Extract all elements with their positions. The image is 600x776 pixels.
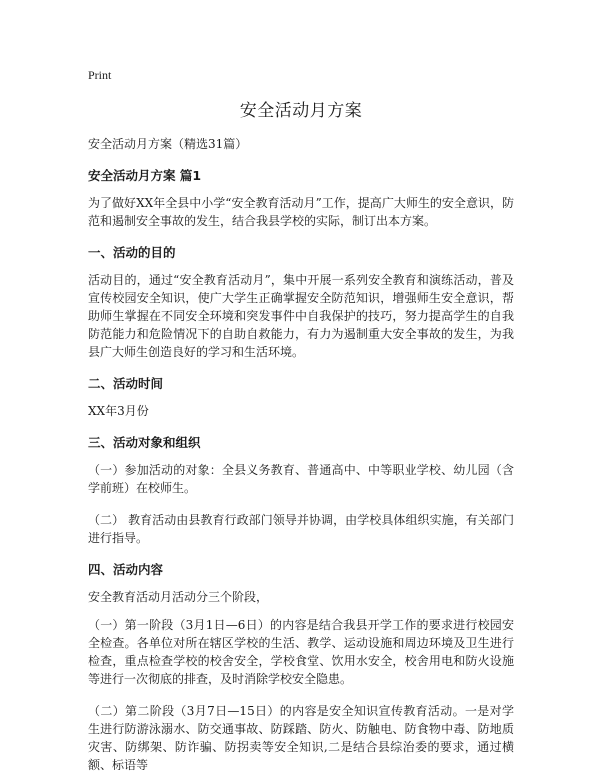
participants-paragraph: （一）参加活动的对象：全县义务教育、普通高中、中等职业学校、幼儿园（含学前班）在校师生。 bbox=[88, 463, 514, 495]
organization-paragraph: （二） 教育活动由县教育行政部门领导并协调，由学校具体组织实施，有关部门进行指导。 bbox=[88, 513, 514, 545]
heading-content: 四、活动内容 bbox=[88, 562, 164, 577]
heading-participants: 三、活动对象和组织 bbox=[88, 435, 201, 450]
heading-purpose: 一、活动的目的 bbox=[88, 245, 176, 260]
time-paragraph: XX年3月份 bbox=[88, 404, 149, 418]
purpose-paragraph: 活动目的，通过“安全教育活动月”，集中开展一系列安全教育和演练活动，普及宣传校园安全知识，使广大学生正确掌握安全防范知识，增强师生安全意识，帮助师生掌握在不同安全环境和突发事件中自我保护的技巧，努力提高学生的自我防范能力和危险情况下的自助自救能力，有力为遏制重大安全事故的发生，为我县广大师生创造良好的学习和生活环境。 bbox=[88, 273, 514, 359]
print-link[interactable]: Print bbox=[88, 68, 112, 82]
content-intro-paragraph: 安全教育活动月活动分三个阶段， bbox=[88, 590, 269, 604]
stage-two-paragraph: （二）第二阶段（3月7日—15日）的内容是安全知识宣传教育活动。一是对学生进行防游泳溺水、防交通事故、防踩踏、防火、防触电、防食物中毒、防地质灾害、防绑架、防诈骗、防拐卖等安全知识,二是结合县综治委的要求，通过横额、标语等 bbox=[88, 704, 514, 772]
stage-one-paragraph: （一）第一阶段（3月1日—6日）的内容是结合我县开学工作的要求进行校园安全检查。各单位对所在辖区学校的生活、教学、运动设施和周边环境及卫生进行检查，重点检查学校的校舍安全，学校食堂、饮用水安全，校舍用电和防火设施等进行一次彻底的排查，及时消除学校安全隐患。 bbox=[88, 618, 514, 686]
intro-paragraph: 为了做好XX年全县中小学“安全教育活动月”工作，提高广大师生的安全意识，防范和遏制安全事故的发生，结合我县学校的实际，制订出本方案。 bbox=[88, 196, 514, 228]
document-title: 安全活动月方案 bbox=[239, 101, 363, 121]
heading-time: 二、活动时间 bbox=[88, 376, 164, 391]
document-subtitle: 安全活动月方案（精选31篇） bbox=[88, 137, 248, 151]
heading-article-1: 安全活动月方案 篇1 bbox=[88, 168, 202, 183]
